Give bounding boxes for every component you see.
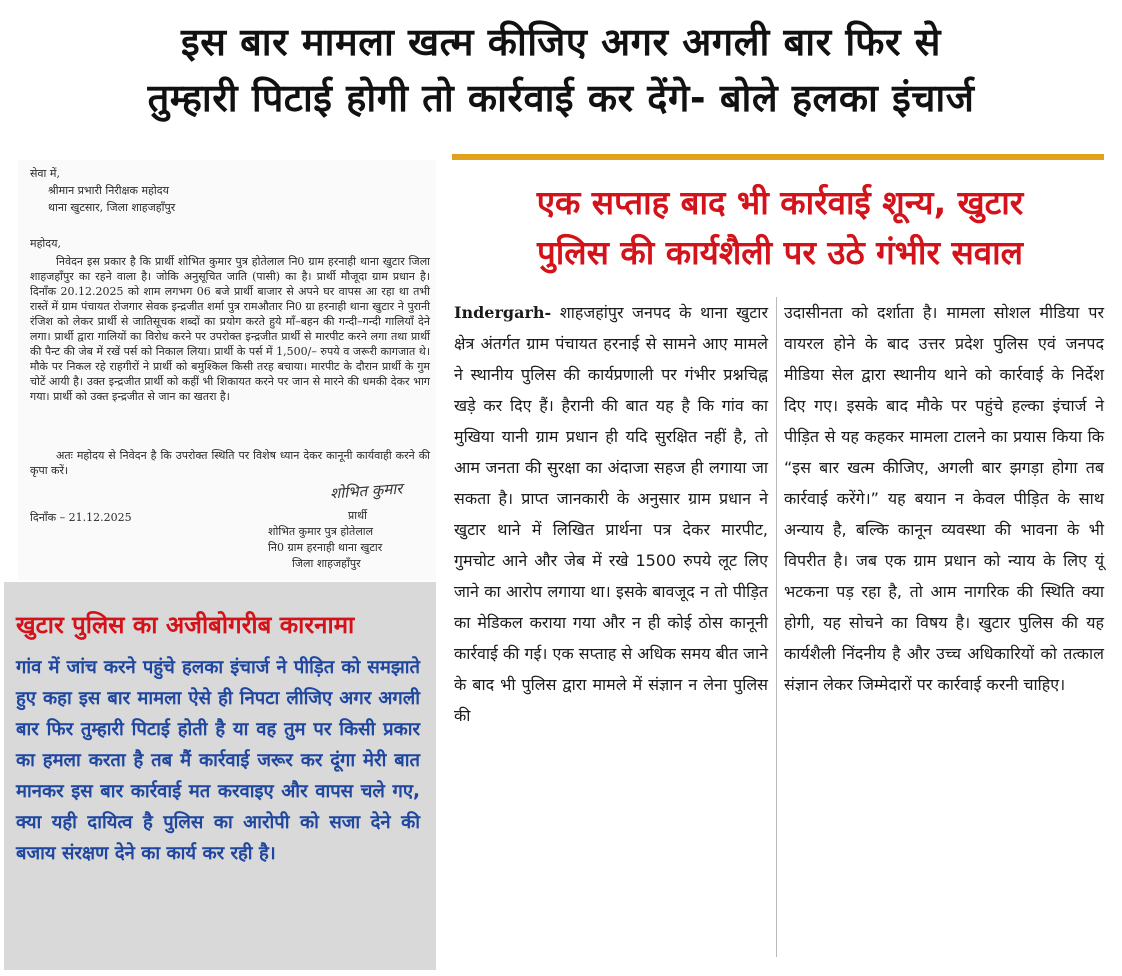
subheadline-line-2: पुलिस की कार्यशैली पर उठे गंभीर सवाल xyxy=(536,233,1024,272)
letter-station: थाना खुटसार, जिला शाहजहाँपुर xyxy=(48,201,176,214)
subheadline-line-1: एक सप्ताह बाद भी कार्रवाई शून्य, खुटार xyxy=(536,183,1024,222)
article-col1-text: शाहजहांपुर जनपद के थाना खुटार क्षेत्र अंतर्गत ग्राम पंचायत हरनाई से सामने आए मामले ने स्थानीय पुलिस की कार्यप्रणाली पर गंभीर प्रश्नचिह्न खड़े कर दिए हैं। हैरानी की बात यह है कि गांव का मुखिया यानी ग्राम प्रधान ही यदि सुरक्षित नहीं है, तो आम जनता की सुरक्षा का अंदाजा सहज ही लगाया जा सकता है। प्राप्त जानकारी के अनुसार ग्राम प्रधान ने खुटार थाने में लिखित प्रार्थना पत्र देकर मारपीट, गुमचोट आने और जेब में रखे 1500 रुपये लूट लिए जाने का आरोप लगाया था। इसके बावजूद न तो पीड़ित का मेडिकल कराया गया और न ही कोई ठोस कानूनी कार्रवाई की गई। एक सप्ताह से अधिक समय बीत जाने के बाद भी पुलिस द्वारा मामले में संज्ञान न लेना पुलिस की xyxy=(454,303,768,725)
signer-label: प्रार्थी xyxy=(348,509,367,522)
article-col2-text: उदासीनता को दर्शाता है। मामला सोशल मीडिया पर वायरल होने के बाद उत्तर प्रदेश पुलिस एवं जनपद मीडिया सेल द्वारा स्थानीय थाने को कार्रवाई के निर्देश दिए गए। इसके बाद मौके पर पहुंचे हल्का इंचार्ज ने पीड़ित से यह कहकर मामला टालने का प्रयास किया कि “इस बार खत्म कीजिए, अगली बार झगड़ा होगा तब कार्रवाई करेंगे।” यह बयान न केवल पीड़ित के साथ अन्याय है, बल्कि कानून व्यवस्था की भावना के भी विपरीत है। जब एक ग्राम प्रधान को न्याय के लिए यूं भटकना पड़ रहा है, तो आम नागरिक की स्थिति क्या होगी, यह सोचने का विषय है। खुटार पुलिस की यह कार्यशैली निंदनीय है और उच्च अधिकारियों को तत्काल संज्ञान लेकर जिम्मेदारों पर कार्रवाई करनी चाहिए। xyxy=(784,303,1104,694)
headline-line-2: तुम्हारी पिटाई होगी तो कार्रवाई कर देंगे- बोले हलका इंचार्ज xyxy=(147,76,975,120)
letter-request: अतः महोदय से निवेदन है कि उपरोक्त स्थिति पर विशेष ध्यान देकर कानूनी कार्यवाही करने की कृपा करें। xyxy=(30,449,430,477)
article-column-1 xyxy=(454,297,768,731)
signer-name: शोभित कुमार पुत्र होतेलाल xyxy=(268,525,374,538)
column-divider xyxy=(776,297,777,957)
complaint-letter-image xyxy=(18,160,436,580)
subheadline xyxy=(460,178,1100,278)
headline-line-1: इस बार मामला खत्म कीजिए अगर अगली बार फिर से xyxy=(181,20,941,64)
letter-salutation: महोदय, xyxy=(30,237,61,250)
sidebar-text: गांव में जांच करने पहुंचे हलका इंचार्ज ने पीड़ित को समझाते हुए कहा इस बार मामला ऐसे ही निपटा लीजिए अगर अगली बार फिर तुम्हारी पिटाई होती है या वह तुम पर किसी प्रकार का हमला करता है तब मैं कार्रवाई जरूर कर दूंगा मेरी बात मानकर इस बार कार्रवाई मत करवाइए और वापस चले गए, क्या यही दायित्व है पुलिस का आरोपी को सजा देने की बजाय संरक्षण देने का कार्य कर रही है। xyxy=(16,657,420,864)
letter-body: निवेदन इस प्रकार है कि प्रार्थी शोभित कुमार पुत्र होतेलाल नि0 ग्राम हरनाही थाना खुटार जिला शाहजहाँपुर का रहने वाला है। जोकि अनुसूचित जाति (पासी) का है। प्रार्थी मौजूदा ग्राम प्रधान है। दिनाँक 20.12.2025 को शाम लगभग 06 बजे प्रार्थी बाजार से अपने घर वापस आ रहा था तभी रास्तें में ग्राम पंचायत रोजगार सेवक इन्द्रजीत शर्मा पुत्र रामऔतार नि0 ग्रा हरनाही थाना खुटार ने पुरानी रंजिश को लेकर प्रार्थी से जातिसूचक शब्दों का प्रयोग करते हुये माँ–बहन की गन्दी–गन्दी गालियाँ देने लगा। प्रार्थी द्वारा गालियों का विरोध करने पर उपरोक्त इन्द्रजीत प्रार्थी से मारपीट करने लगा तथा प्रार्थी की पैन्ट की जेब में रखें पर्स को निकाल लिया। प्रार्थी के पर्स में 1,500/– रुपये व जरूरी कागजात थे। मौके पर निकल रहे राहगीरों ने प्रार्थी को बमुश्किल किसी तरह बचाया। मारपीट के दौरान प्रार्थी के गुम चोटें आयी है। उक्त इन्द्रजीत प्रार्थी को कहीं भी शिकायत करने पर जान से मारने की धमकी देकर भाग गया। प्रार्थी को उक्त इन्द्रजीत से जान का खतरा है। xyxy=(30,255,430,403)
letter-signature: शोभित कुमार xyxy=(329,479,403,503)
sidebar-heading: खुटार पुलिस का अजीबोगरीब कारनामा xyxy=(16,611,355,639)
signer-address: नि0 ग्राम हरनाही थाना खुटार xyxy=(268,541,383,554)
letter-address-block xyxy=(30,166,175,217)
letter-addressee: श्रीमान प्रभारी निरीक्षक महोदय xyxy=(48,184,169,197)
article-dateline: Indergarh- xyxy=(454,303,552,322)
letter-to-line: सेवा में, xyxy=(30,167,60,180)
gold-divider xyxy=(452,154,1104,160)
article-column-2 xyxy=(784,297,1104,700)
signer-district: जिला शाहजहाँपुर xyxy=(292,557,361,570)
letter-date: दिनाँक – 21.12.2025 xyxy=(30,511,132,524)
letter-signer-block xyxy=(268,508,382,572)
main-headline xyxy=(0,14,1122,126)
